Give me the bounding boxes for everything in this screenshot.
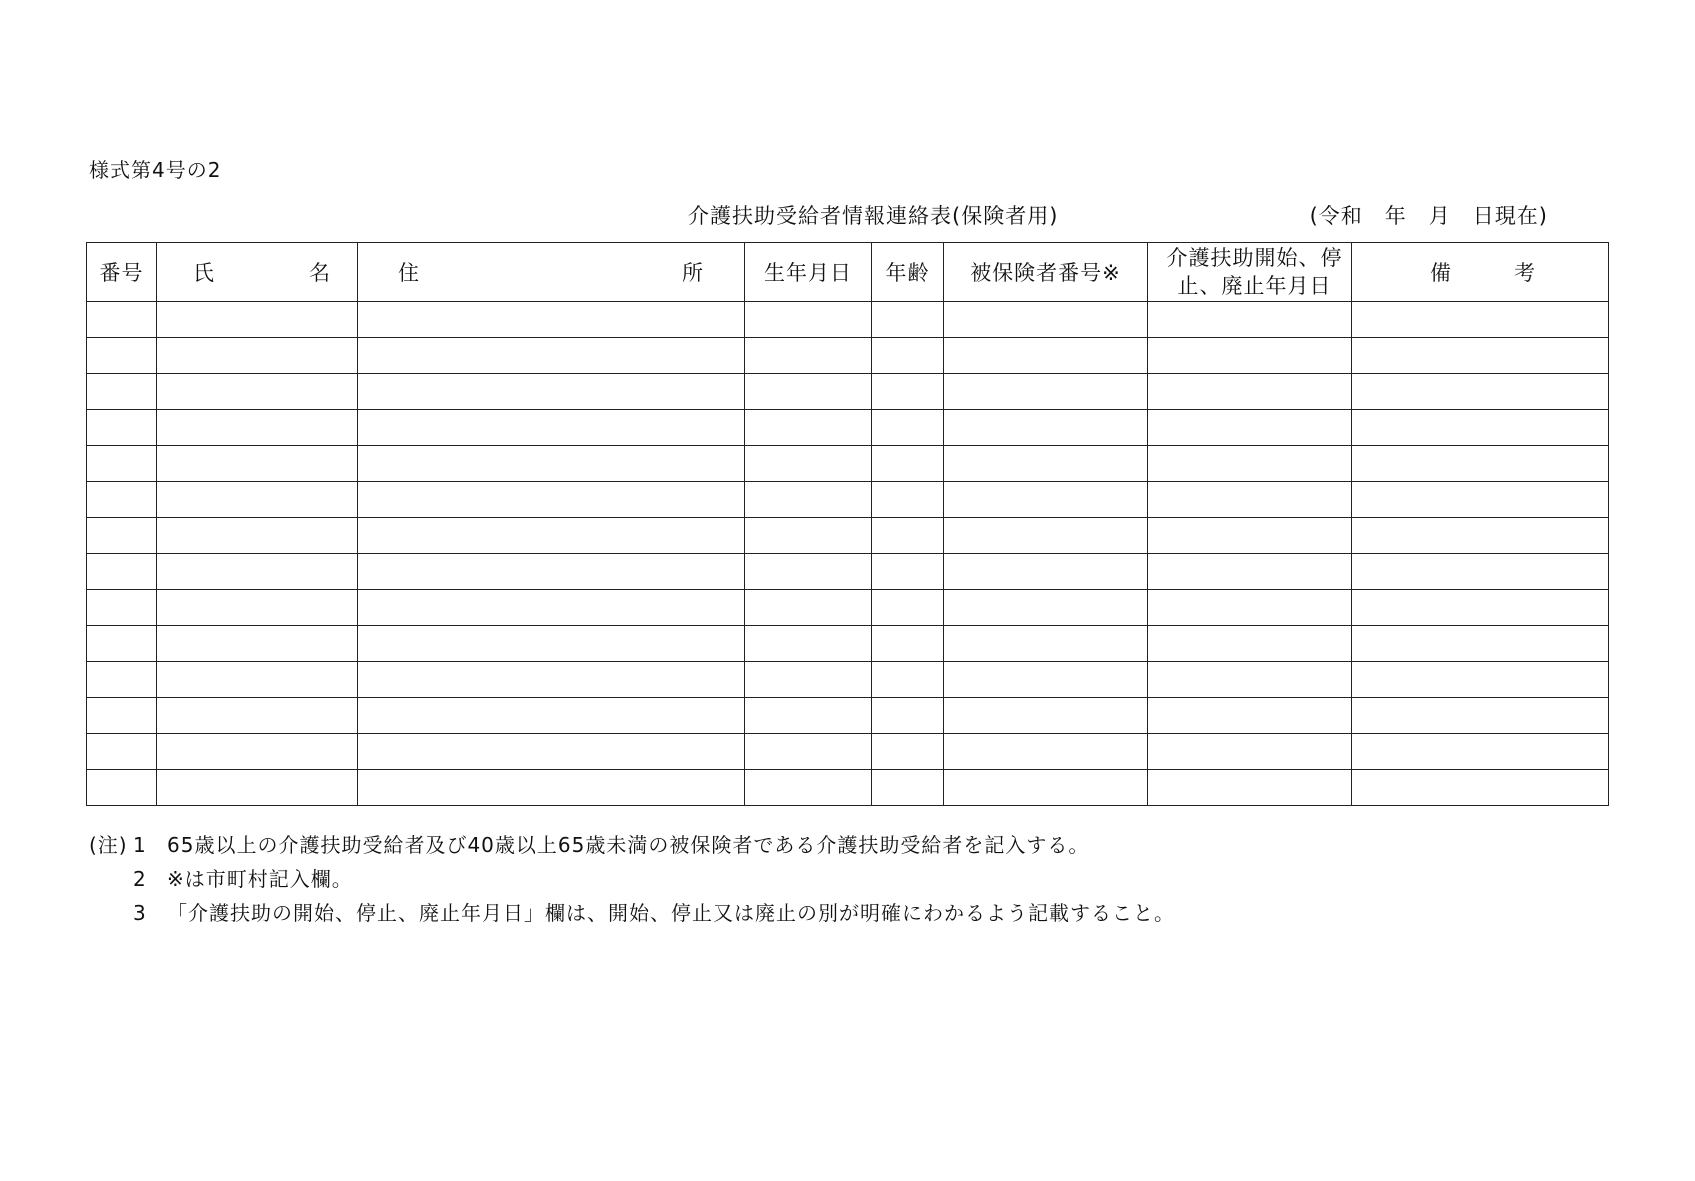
- cell-birthdate[interactable]: [745, 338, 872, 374]
- cell-birthdate[interactable]: [745, 698, 872, 734]
- cell-number[interactable]: [87, 626, 157, 662]
- table-row: [87, 662, 1609, 698]
- cell-insured-number[interactable]: [944, 410, 1148, 446]
- cell-insured-number[interactable]: [944, 302, 1148, 338]
- cell-assistance-dates[interactable]: [1148, 410, 1352, 446]
- cell-number[interactable]: [87, 374, 157, 410]
- table-row: [87, 410, 1609, 446]
- cell-remarks[interactable]: [1352, 770, 1609, 806]
- cell-remarks[interactable]: [1352, 626, 1609, 662]
- table-body: [87, 302, 1609, 806]
- cell-address[interactable]: [358, 698, 745, 734]
- cell-remarks[interactable]: [1352, 338, 1609, 374]
- header-row: [87, 243, 1609, 302]
- cell-assistance-dates[interactable]: [1148, 518, 1352, 554]
- cell-assistance-dates[interactable]: [1148, 590, 1352, 626]
- cell-insured-number[interactable]: [944, 590, 1148, 626]
- cell-address[interactable]: [358, 446, 745, 482]
- cell-number[interactable]: [87, 554, 157, 590]
- cell-address[interactable]: [358, 770, 745, 806]
- cell-insured-number[interactable]: [944, 770, 1148, 806]
- cell-age[interactable]: [872, 338, 944, 374]
- cell-number[interactable]: [87, 770, 157, 806]
- title-line: [688, 200, 1548, 230]
- cell-address[interactable]: [358, 338, 745, 374]
- cell-insured-number[interactable]: [944, 338, 1148, 374]
- cell-number[interactable]: [87, 698, 157, 734]
- cell-birthdate[interactable]: [745, 410, 872, 446]
- document-title: 介護扶助受給者情報連絡表(保険者用): [688, 204, 1059, 228]
- cell-age[interactable]: [872, 374, 944, 410]
- table-row: [87, 554, 1609, 590]
- note-number: 1: [133, 833, 146, 857]
- header-remarks-left: 備: [1430, 261, 1452, 285]
- cell-name[interactable]: [157, 698, 358, 734]
- cell-insured-number[interactable]: [944, 518, 1148, 554]
- header-name: [157, 243, 358, 302]
- cell-insured-number[interactable]: [944, 698, 1148, 734]
- header-address-right: 所: [682, 261, 704, 285]
- cell-assistance-dates[interactable]: [1148, 302, 1352, 338]
- cell-name[interactable]: [157, 518, 358, 554]
- cell-insured-number[interactable]: [944, 734, 1148, 770]
- cell-address[interactable]: [358, 518, 745, 554]
- header-name-right: 名: [309, 261, 331, 285]
- header-remarks: [1352, 243, 1609, 302]
- header-number: 番号: [87, 243, 157, 302]
- cell-insured-number[interactable]: [944, 482, 1148, 518]
- cell-number[interactable]: [87, 662, 157, 698]
- table-row: [87, 590, 1609, 626]
- header-remarks-right: 考: [1514, 261, 1536, 285]
- cell-assistance-dates[interactable]: [1148, 698, 1352, 734]
- cell-name[interactable]: [157, 770, 358, 806]
- cell-age[interactable]: [872, 302, 944, 338]
- cell-age[interactable]: [872, 770, 944, 806]
- cell-name[interactable]: [157, 338, 358, 374]
- note-prefix: (注): [89, 833, 128, 857]
- cell-age[interactable]: [872, 698, 944, 734]
- cell-birthdate[interactable]: [745, 518, 872, 554]
- cell-birthdate[interactable]: [745, 446, 872, 482]
- cell-age[interactable]: [872, 446, 944, 482]
- cell-age[interactable]: [872, 518, 944, 554]
- note-number: 2: [133, 867, 146, 891]
- cell-age[interactable]: [872, 734, 944, 770]
- cell-birthdate[interactable]: [745, 302, 872, 338]
- table-row: [87, 626, 1609, 662]
- cell-address[interactable]: [358, 554, 745, 590]
- note-prefix-spacer: [89, 896, 133, 930]
- cell-name[interactable]: [157, 410, 358, 446]
- cell-age[interactable]: [872, 626, 944, 662]
- recipient-table: [86, 242, 1609, 806]
- cell-address[interactable]: [358, 734, 745, 770]
- cell-birthdate[interactable]: [745, 374, 872, 410]
- cell-remarks[interactable]: [1352, 554, 1609, 590]
- cell-address[interactable]: [358, 374, 745, 410]
- cell-remarks[interactable]: [1352, 698, 1609, 734]
- cell-insured-number[interactable]: [944, 554, 1148, 590]
- cell-assistance-dates[interactable]: [1148, 770, 1352, 806]
- cell-birthdate[interactable]: [745, 770, 872, 806]
- header-address-left: 住: [398, 261, 420, 285]
- cell-assistance-dates[interactable]: [1148, 374, 1352, 410]
- cell-remarks[interactable]: [1352, 410, 1609, 446]
- cell-name[interactable]: [157, 734, 358, 770]
- header-age: 年齢: [872, 243, 944, 302]
- header-insured-number: 被保険者番号※: [944, 243, 1148, 302]
- cell-name[interactable]: [157, 662, 358, 698]
- cell-number[interactable]: [87, 734, 157, 770]
- cell-insured-number[interactable]: [944, 446, 1148, 482]
- cell-assistance-dates[interactable]: [1148, 626, 1352, 662]
- cell-address[interactable]: [358, 626, 745, 662]
- cell-address[interactable]: [358, 662, 745, 698]
- note-item-1: [89, 828, 1175, 862]
- cell-remarks[interactable]: [1352, 302, 1609, 338]
- cell-age[interactable]: [872, 482, 944, 518]
- cell-address[interactable]: [358, 482, 745, 518]
- cell-age[interactable]: [872, 410, 944, 446]
- cell-birthdate[interactable]: [745, 590, 872, 626]
- cell-assistance-dates[interactable]: [1148, 554, 1352, 590]
- cell-age[interactable]: [872, 554, 944, 590]
- cell-address[interactable]: [358, 302, 745, 338]
- table-row: [87, 302, 1609, 338]
- cell-name[interactable]: [157, 446, 358, 482]
- table-row: [87, 770, 1609, 806]
- cell-remarks[interactable]: [1352, 662, 1609, 698]
- note-item-3: [89, 896, 1175, 930]
- table-row: [87, 446, 1609, 482]
- cell-remarks[interactable]: [1352, 446, 1609, 482]
- cell-birthdate[interactable]: [745, 482, 872, 518]
- note-item-2: [89, 862, 1175, 896]
- cell-number[interactable]: [87, 410, 157, 446]
- cell-name[interactable]: [157, 554, 358, 590]
- cell-address[interactable]: [358, 590, 745, 626]
- cell-insured-number[interactable]: [944, 374, 1148, 410]
- form-number: 様式第4号の2: [89, 158, 222, 182]
- cell-insured-number[interactable]: [944, 662, 1148, 698]
- cell-assistance-dates[interactable]: [1148, 662, 1352, 698]
- note-text: 65歳以上の介護扶助受給者及び40歳以上65歳未満の被保険者である介護扶助受給者を記入する。: [167, 833, 1090, 857]
- cell-insured-number[interactable]: [944, 626, 1148, 662]
- cell-assistance-dates[interactable]: [1148, 446, 1352, 482]
- cell-birthdate[interactable]: [745, 626, 872, 662]
- cell-assistance-dates[interactable]: [1148, 338, 1352, 374]
- as-of-date: (令和 年 月 日現在): [1309, 204, 1548, 228]
- cell-name[interactable]: [157, 302, 358, 338]
- cell-name[interactable]: [157, 626, 358, 662]
- cell-assistance-dates[interactable]: [1148, 734, 1352, 770]
- cell-number[interactable]: [87, 338, 157, 374]
- cell-birthdate[interactable]: [745, 554, 872, 590]
- cell-number[interactable]: [87, 590, 157, 626]
- table-row: [87, 338, 1609, 374]
- cell-assistance-dates[interactable]: [1148, 482, 1352, 518]
- cell-number[interactable]: [87, 482, 157, 518]
- header-assistance-line2: 止、廃止年月日: [1177, 274, 1332, 298]
- note-number: 3: [133, 901, 146, 925]
- note-text: ※は市町村記入欄。: [167, 867, 353, 891]
- header-assistance-line1: 介護扶助開始、停: [1166, 246, 1343, 270]
- cell-number[interactable]: [87, 518, 157, 554]
- header-birthdate: 生年月日: [745, 243, 872, 302]
- table-row: [87, 374, 1609, 410]
- cell-remarks[interactable]: [1352, 374, 1609, 410]
- header-name-left: 氏: [193, 261, 215, 285]
- cell-age[interactable]: [872, 662, 944, 698]
- cell-birthdate[interactable]: [745, 662, 872, 698]
- cell-remarks[interactable]: [1352, 518, 1609, 554]
- cell-number[interactable]: [87, 302, 157, 338]
- table-row: [87, 518, 1609, 554]
- cell-remarks[interactable]: [1352, 590, 1609, 626]
- cell-name[interactable]: [157, 590, 358, 626]
- cell-address[interactable]: [358, 410, 745, 446]
- cell-remarks[interactable]: [1352, 482, 1609, 518]
- cell-name[interactable]: [157, 482, 358, 518]
- notes: [89, 828, 1175, 930]
- table-row: [87, 482, 1609, 518]
- cell-remarks[interactable]: [1352, 734, 1609, 770]
- table-row: [87, 734, 1609, 770]
- cell-age[interactable]: [872, 590, 944, 626]
- note-text: 「介護扶助の開始、停止、廃止年月日」欄は、開始、停止又は廃止の別が明確にわかるよう記載すること。: [167, 901, 1175, 925]
- table-row: [87, 698, 1609, 734]
- header-assistance-dates: [1148, 243, 1352, 302]
- header-address: [358, 243, 745, 302]
- cell-birthdate[interactable]: [745, 734, 872, 770]
- cell-name[interactable]: [157, 374, 358, 410]
- cell-number[interactable]: [87, 446, 157, 482]
- note-prefix-spacer: [89, 862, 133, 896]
